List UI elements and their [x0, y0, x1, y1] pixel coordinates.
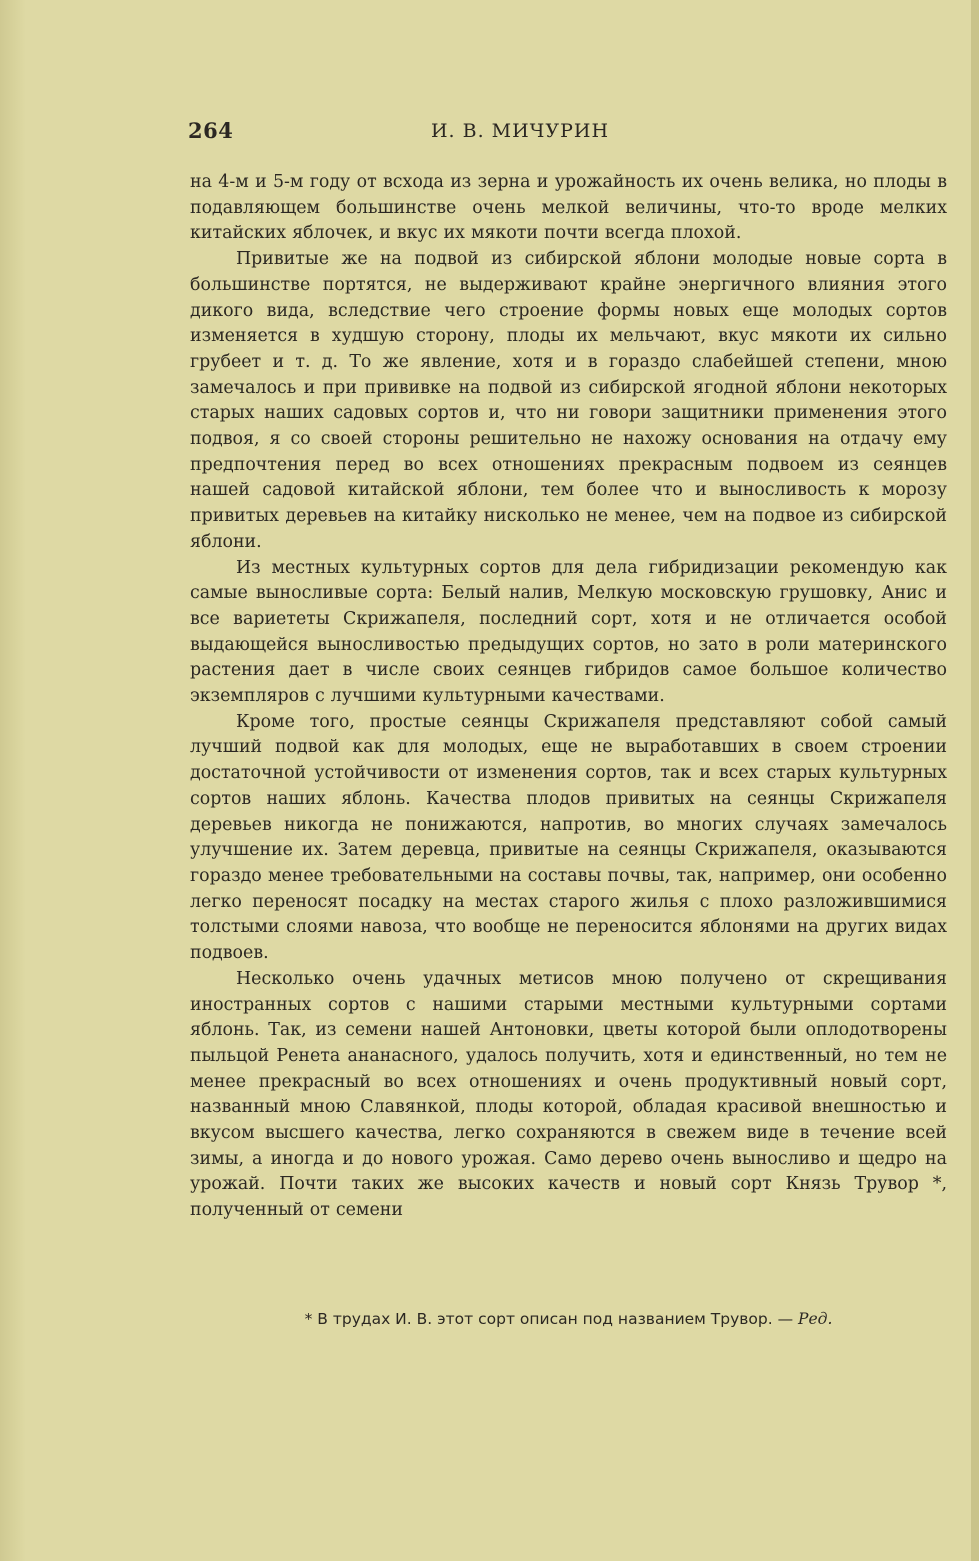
page-right-edge — [971, 0, 979, 1561]
paragraph-1: на 4-м и 5-м году от всхода из зерна и урожайность их очень велика, но плоды в подавляющем большинстве очень мелкой величины, что-то вроде мелких китайских яблочек, и вкус их мякоти почти всегда плохой. — [190, 172, 947, 244]
paragraph-3: Из местных культурных сортов для дела гибридизации рекомендую как самые выносливые сорта: Белый налив, Мелкую московскую грушовку, Анис и все вариететы Скрижапеля, последний сорт, хотя и не отличается особой выдающейся выносливостью предыдущих сортов, но зато в роли материнского растения дает в числе своих сеянцев гибридов самое большое количество экземпляров с лучшими культурными качествами. — [190, 557, 947, 707]
page-number: 264 — [188, 118, 234, 143]
paragraph-4: Кроме того, простые сеянцы Скрижапеля представляют собой самый лучший подвой как для молодых, еще не выработавших в своем строении достаточной устойчивости от изменения сортов, так и всех старых культурных сортов наших яблонь. Качества плодов привитых на сеянцы Скрижапеля деревьев никогда не понижаются, напротив, во многих случаях замечалось улучшение их. Затем деревца, привитые на сеянцы Скрижапеля, оказываются гораздо менее требовательными на составы почвы, так, например, они особенно легко переносят посадку на местах старого жилья с плохо разложившимися толстыми слоями навоза, что вообще не переносится яблонями на других видах подвоев. — [190, 711, 947, 964]
footnote — [190, 1308, 947, 1330]
running-title: И. В. МИЧУРИН — [430, 120, 610, 142]
paragraph-5: Несколько очень удачных метисов мною получено от скрещивания иностранных сортов с нашими старыми местными культурными сортами яблонь. Так, из семени нашей Антоновки, цветы которой были оплодотворены пыльцой Ренета ананасного, удалось получить, хотя и единственный, но тем не менее прекрасный во всех отношениях и очень продуктивный новый сорт, названный мною Славянкой, плоды которой, обладая красивой внешностью и вкусом высшего качества, легко сохраняются в свежем виде в течение всей зимы, а иногда и до нового урожая. Само дерево очень выносливо и щедро на урожай. Почти таких же высоких качеств и новый сорт Князь Трувор *, полученный от семени — [190, 968, 947, 1221]
footnote-text: * В трудах И. В. этот сорт описан под названием Трувор. — — [304, 1310, 799, 1328]
paragraph-2: Привитые же на подвой из сибирской яблони молодые новые сорта в большинстве портятся, не выдерживают крайне энергичного влияния этого дикого вида, вследствие чего строение формы новых еще молодых сортов изменяется в худшую сторону, плоды их мельчают, вкус мякоти их сильно грубеет и т. д. То же явление, хотя и в гораздо слабейшей степени, мною замечалось и при прививке на подвой из сибирской ягодной яблони некоторых старых наших садовых сортов и, что ни говори защитники применения этого подвоя, я со своей стороны решительно не нахожу основания на отдачу ему предпочтения перед во всех отношениях прекрасным подвоем из сеянцев нашей садовой китайской яблони, тем более что и выносливость к морозу привитых деревьев на китайку нисколько не менее, чем на подвое из сибирской яблони. — [190, 249, 947, 552]
footnote-editor-mark: Ред. — [798, 1310, 833, 1328]
body-text — [190, 170, 947, 1224]
page-left-edge — [0, 0, 26, 1561]
